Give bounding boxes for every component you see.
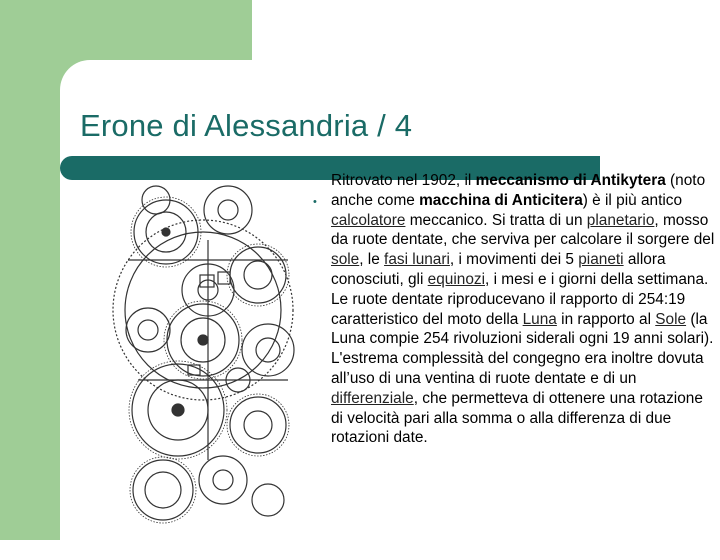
text-run: Ritrovato nel 1902, il [331,172,476,189]
link-term[interactable]: calcolatore [331,211,406,229]
text-run: , i movimenti dei 5 [449,251,579,269]
link-term[interactable]: Luna [522,310,557,328]
text-run: (la Luna compie 254 rivoluzioni siderali ogni 19 anni solari). L'estrema complessità del congegno era inoltre dovuta all’uso di una ventina di ruote dentate e di un [331,310,714,387]
gear-diagram [108,180,308,530]
link-term[interactable]: Sole [655,310,687,328]
bold-term: meccanismo di Antikytera [475,172,666,189]
text-run: , i mesi e i giorni della settimana. Le ruote dentate riproducevano il rapporto di 254:19 caratteristico del moto della [331,270,709,328]
link-term[interactable]: equinozi [427,270,486,288]
bold-term: macchina di Anticitera [419,191,583,209]
link-term[interactable]: pianeti [578,251,624,269]
bullet-marker: • [313,196,317,208]
link-term[interactable]: fasi lunari [384,251,450,269]
text-run: in rapporto al [556,310,656,328]
text-run: , mosso da ruote dentate, che serviva per calcolare il sorgere del [331,211,715,249]
link-term[interactable]: sole [331,251,360,269]
text-run: , le [359,251,385,269]
link-term[interactable]: differenziale [331,389,414,407]
text-run: allora conosciuti, gli [331,251,666,288]
link-term[interactable]: planetario [586,211,655,229]
text-run: , che permetteva di ottenere una rotazione di velocità pari alla somma o alla differenza di due rotazioni date. [331,389,703,447]
antikythera-gear-diagram-icon [108,180,308,530]
text-run: ) è il più antico [582,191,683,209]
text-run: meccanico. Si tratta di un [405,211,587,229]
slide-title: Erone di Alessandria / 4 [80,108,413,143]
text-run: (noto anche come [331,172,706,209]
body-paragraph [331,171,716,448]
